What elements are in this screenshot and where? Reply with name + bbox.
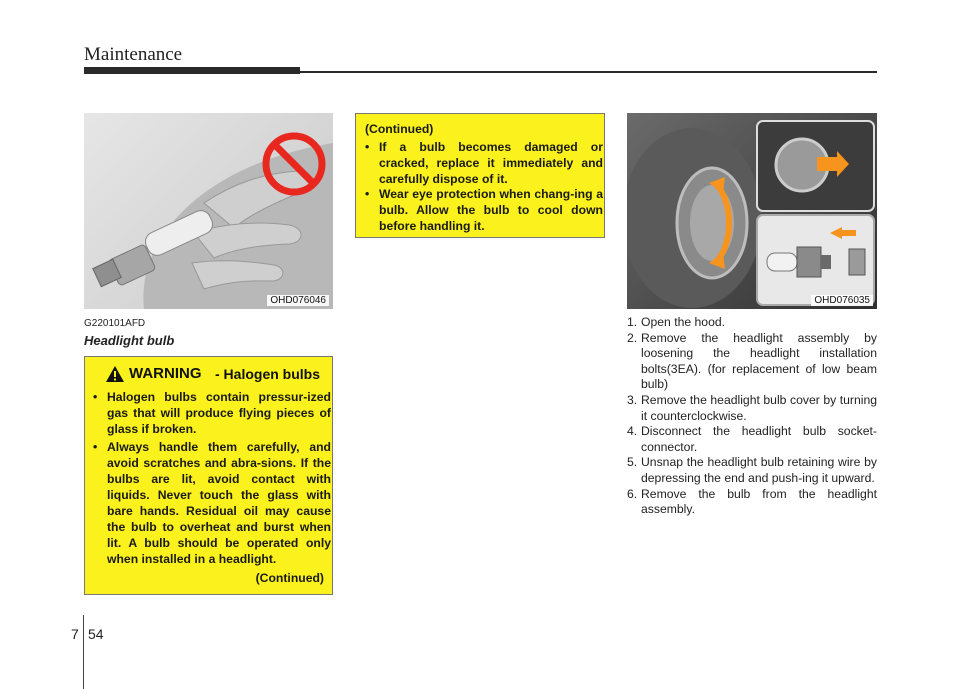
- bullet-text: Always handle them carefully, and avoid scratches and abra-sions. If the bulbs are lit, avoid contact with liquids. Never touch the glass with bare hands. Residual oil may cause the bulb to overheat and burst when lit. A bulb should be operated only when installed in a headlight.: [107, 440, 331, 566]
- warning-continued: (Continued): [255, 571, 324, 585]
- figure-code: OHD076046: [267, 295, 329, 306]
- prohibited-sign-icon: [261, 131, 327, 197]
- warning-triangle-icon: [105, 365, 125, 383]
- step-item: [627, 331, 877, 393]
- step-item: [627, 315, 877, 331]
- step-item: [627, 424, 877, 455]
- chapter-number: 7: [71, 626, 79, 642]
- headlight-assembly-illustration: [627, 113, 877, 309]
- step-text: Open the hood.: [641, 315, 726, 329]
- step-number: 4.: [627, 424, 638, 439]
- steps-list: [627, 315, 877, 518]
- step-item: [627, 393, 877, 424]
- step-number: 6.: [627, 486, 638, 501]
- section-code: G220101AFD: [84, 318, 146, 329]
- step-number: 2.: [627, 330, 638, 345]
- bullet-dot: •: [93, 440, 98, 454]
- step-text: Disconnect the headlight bulb socket-connector.: [641, 424, 877, 454]
- bullet-text: If a bulb becomes damaged or cracked, replace it immediately and carefully dispose of it.: [379, 140, 603, 186]
- step-item: [627, 487, 877, 518]
- bullet-text: Wear eye protection when chang-ing a bulb. Allow the bulb to cool down before handling it.: [379, 187, 603, 233]
- page-header-title: Maintenance: [84, 44, 183, 65]
- warning-heading: [105, 363, 325, 385]
- step-text: Remove the headlight assembly by loosening the headlight installation bolts(3EA). (for replacement of low beam bulb): [641, 330, 877, 392]
- step-text: Unsnap the headlight bulb retaining wire by depressing the end and push-ing it upward.: [641, 455, 877, 485]
- warning-box: [84, 356, 333, 595]
- header-rule: [300, 71, 877, 73]
- bullet-text: Halogen bulbs contain pressur-ized gas that will produce flying pieces of glass if broken.: [107, 390, 331, 436]
- continued-warning-box: [355, 113, 605, 238]
- step-number: 5.: [627, 455, 638, 470]
- figure-hand-holding-bulb: [84, 113, 333, 309]
- bullet-dot: •: [365, 140, 370, 154]
- bullet-dot: •: [93, 390, 98, 404]
- warning-word: WARNING: [129, 365, 202, 382]
- step-number: 3.: [627, 392, 638, 407]
- warning-subtitle: - Halogen bulbs: [215, 366, 320, 382]
- bullet-dot: •: [365, 187, 370, 201]
- header-bar: [84, 67, 300, 74]
- continued-heading: (Continued): [365, 122, 434, 136]
- figure-headlight-assembly: [627, 113, 877, 309]
- step-item: [627, 455, 877, 486]
- figure-code: OHD076035: [811, 295, 873, 306]
- page-number: 54: [88, 626, 104, 642]
- step-number: 1.: [627, 315, 638, 329]
- step-text: Remove the bulb from the headlight assembly.: [641, 486, 877, 517]
- section-title: Headlight bulb: [84, 333, 175, 348]
- step-text: Remove the headlight bulb cover by turning it counterclockwise.: [641, 392, 877, 423]
- footer-divider: [83, 615, 84, 689]
